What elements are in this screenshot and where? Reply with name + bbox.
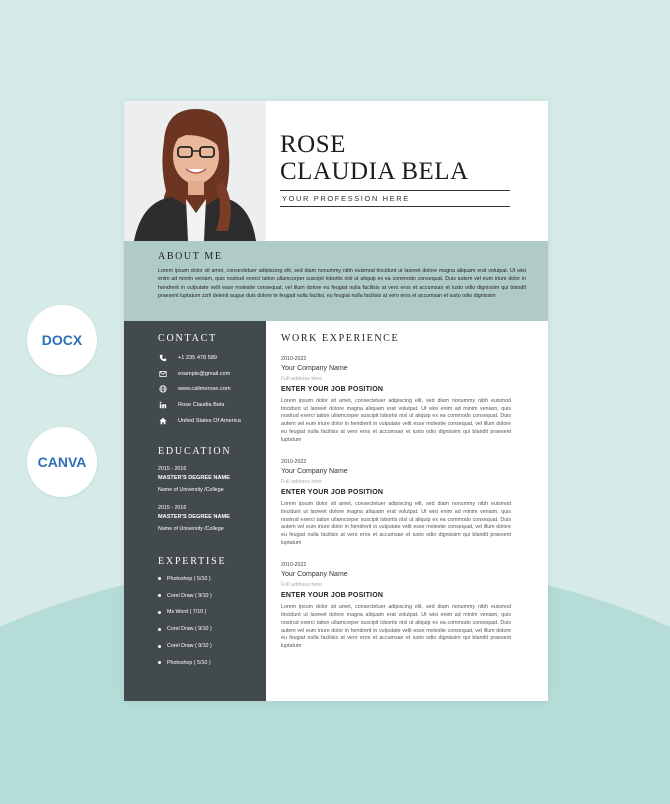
mail-icon	[158, 369, 168, 379]
skill-item	[158, 621, 266, 638]
skill-label: Photoshop ( 5/10 )	[167, 575, 211, 582]
about-section	[124, 241, 548, 321]
skill-item	[158, 587, 266, 604]
job-date: 2010-2022	[281, 459, 307, 466]
education-school: Name of University /College	[158, 487, 224, 494]
about-title: ABOUT ME	[158, 251, 223, 262]
bullet-icon	[158, 645, 161, 648]
contact-location: United States Of America	[178, 417, 241, 424]
linkedin-icon	[158, 400, 168, 410]
skill-item	[158, 638, 266, 655]
job-position: ENTER YOUR JOB POSITION	[281, 489, 384, 497]
canva-label: CANVA	[37, 454, 87, 470]
job-company: Your Company Name	[281, 365, 348, 372]
job-description: Lorem ipsum dolor sit amet, consectetuer adipiscing elit, sed diam nonummy nibh euismod tincidunt ut laoreet dolore magna aliquam erat volutpat. Ut wisi enim ad minim veniam, quis nostrud exerci tation ullamcorper suscipit lobortis nisl ut aliquip ex ea commodo consequat. Duis autem vel eum iriure dolor in hendrerit in vulputate velit esse molestie consequat, vel illum dolore eu feugiat nulla facilisis at vero eros et accumsan et iusto odio dignissim qui blandit praesent luptatum	[281, 398, 511, 443]
job-date: 2010-2022	[281, 562, 307, 569]
education-years: 2015 - 2016	[158, 466, 187, 473]
contact-title: CONTACT	[158, 333, 218, 344]
profile-photo-illustration	[124, 101, 266, 241]
expertise-list	[158, 570, 266, 671]
contact-item-email	[158, 366, 266, 382]
work-title: WORK EXPERIENCE	[281, 333, 400, 344]
contact-linkedin: Rose Claudia Bela	[178, 401, 225, 408]
name-block	[280, 131, 510, 207]
education-title: EDUCATION	[158, 446, 232, 458]
contact-email: example@gmail.com	[178, 370, 231, 377]
job-position: ENTER YOUR JOB POSITION	[281, 386, 384, 393]
last-name: CLAUDIA BELA	[280, 158, 469, 185]
education-item	[158, 504, 266, 534]
contact-item-website	[158, 381, 266, 397]
profession: YOUR PROFESSION HERE	[282, 194, 410, 203]
contact-website: www.callmerose.com	[178, 386, 231, 393]
resume-page	[124, 101, 548, 701]
job-address: Full address here	[281, 376, 322, 382]
job-address: Full address here	[281, 479, 322, 486]
contact-item-phone	[158, 350, 266, 366]
job-description: Lorem ipsum dolor sit amet, consectetuer adipiscing elit, sed diam nonummy nibh euismod tincidunt ut laoreet dolore magna aliquam erat volutpat. Ut wisi enim ad minim veniam, quis nostrud exerci tation ullamcorper suscipit lobortis nisl ut aliquip ex ea commodo consequat. Duis autem vel eum iriure dolor in hendrerit in vulputate velit esse molestie consequat, vel illum dolore eu feugiat nulla facilisis at vero eros et accumsan et iusto odio dignissim qui blandit praesent luptatum	[281, 604, 511, 649]
canva-badge	[27, 427, 97, 497]
job-entry	[281, 459, 511, 547]
sidebar	[124, 321, 266, 701]
docx-badge	[27, 305, 97, 375]
contact-item-linkedin	[158, 397, 266, 413]
bullet-icon	[158, 611, 161, 614]
contact-list	[158, 350, 266, 428]
job-date: 2010-2022	[281, 356, 307, 362]
job-description: Lorem ipsum dolor sit amet, consectetuer adipiscing elit, sed diam nonummy nibh euismod tincidunt ut laoreet dolore magna aliquam erat volutpat. Ut wisi enim ad minim veniam, quis nostrud exerci tation ullamcorper suscipit lobortis nisl ut aliquip ex ea commodo consequat. Duis autem vel eum iriure dolor in hendrerit in vulputate velit esse molestie consequat, vel illum dolore eu feugiat nulla facilisis at vero eros et accumsan et iusto odio dignissim qui blandit praesent luptatum	[281, 501, 511, 546]
skill-label: Corel Draw ( 9/10 )	[167, 643, 212, 650]
bullet-icon	[158, 661, 161, 664]
about-text: Lorem ipsum dolor sit amet, consectetuer adipiscing elit, sed diam nonummy nibh euismod tincidunt ut laoreet dolore magna aliquam erat volutpat. Ut wisi enim ad minim veniam, quis nostrud exerci tation ullamcorper suscipit lobortis nisl ut aliquip ex ea commodo consequat. Duis autem vel eum iriure dolor in hendrerit in vulputate velit esse molestie consequat, vel illum dolore eu feugiat nulla facilisis at vero eros et accumsan et iusto odio dignissim qui blandit praesent luptatum zzril delenit augue duis dolore te feugait nulla facilisi. eu feugiat nulla facilisis at vero eros et accumsan et iusto odio dignissim	[158, 268, 526, 299]
home-icon	[158, 416, 168, 426]
job-position: ENTER YOUR JOB POSITION	[281, 592, 384, 600]
job-entry	[281, 562, 511, 650]
profile-photo	[124, 101, 266, 241]
work-experience-section	[281, 333, 511, 651]
job-entry	[281, 356, 511, 444]
bullet-icon	[158, 577, 161, 580]
bullet-icon	[158, 594, 161, 597]
job-company: Your Company Name	[281, 571, 348, 579]
phone-icon	[158, 353, 168, 363]
contact-item-location	[158, 413, 266, 429]
skill-label: Ms Word ( 7/10 )	[167, 609, 207, 616]
skill-item	[158, 604, 266, 621]
docx-label: DOCX	[41, 332, 83, 348]
education-years: 2015 - 2016	[158, 505, 187, 512]
skill-label: Photoshop ( 5/10 )	[167, 659, 211, 666]
skill-item	[158, 654, 266, 671]
bullet-icon	[158, 628, 161, 631]
first-name: ROSE	[280, 131, 346, 158]
job-address: Full address here	[281, 582, 322, 589]
contact-phone: +1 235 478 589	[178, 354, 218, 361]
skill-item	[158, 570, 266, 587]
skill-label: Corel Draw ( 9/10 )	[167, 592, 212, 599]
education-item	[158, 465, 266, 495]
skill-label: Corel Draw ( 9/10 )	[167, 626, 212, 633]
globe-icon	[158, 384, 168, 394]
expertise-title: EXPERTISE	[158, 556, 227, 568]
education-school: Name of University /College	[158, 526, 224, 533]
education-degree: MASTER'S DEGREE NAME	[158, 514, 230, 521]
divider-bottom	[280, 206, 510, 207]
job-company: Your Company Name	[281, 468, 348, 476]
education-degree: MASTER'S DEGREE NAME	[158, 475, 230, 482]
